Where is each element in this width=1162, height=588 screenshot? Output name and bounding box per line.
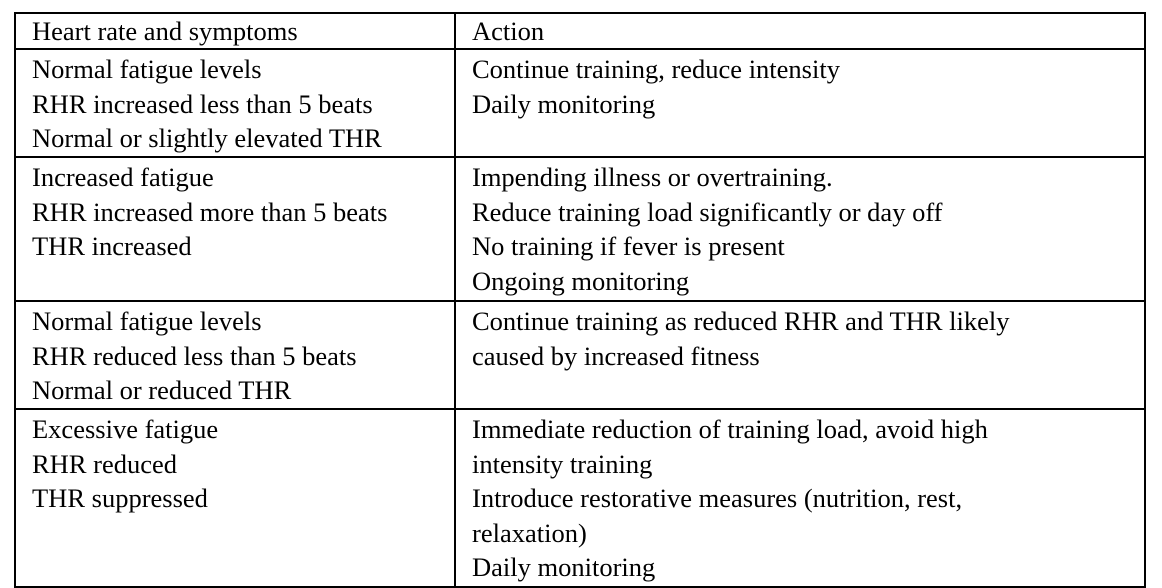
symptom-line: RHR increased more than 5 beats — [32, 196, 388, 227]
symptom-line: THR increased — [32, 231, 192, 261]
symptom-line: RHR increased less than 5 beats — [32, 88, 373, 119]
symptom-line: THR suppressed — [32, 483, 208, 513]
symptom-line: Increased fatigue — [32, 162, 214, 192]
header-label: Action — [472, 16, 545, 46]
action-line: caused by increased fitness — [472, 340, 760, 371]
header-heart-rate-and-symptoms — [15, 13, 455, 49]
action-line: Ongoing monitoring — [472, 265, 690, 296]
symptoms-cell — [15, 49, 455, 157]
symptoms-cell — [15, 409, 455, 587]
action-line: Immediate reduction of training load, avoid high — [472, 414, 988, 444]
action-line: Daily monitoring — [472, 552, 656, 582]
table-row — [15, 301, 1145, 409]
action-line: Continue training as reduced RHR and THR likely — [472, 306, 1010, 336]
symptom-line: RHR reduced less than 5 beats — [32, 340, 357, 371]
action-line: Introduce restorative measures (nutrition, rest, — [472, 483, 963, 513]
table-row — [15, 49, 1145, 157]
action-cell — [455, 409, 1145, 587]
table-header-row — [15, 13, 1145, 49]
symptom-line: Normal or reduced THR — [32, 375, 292, 405]
symptoms-cell — [15, 157, 455, 301]
symptom-line: RHR reduced — [32, 448, 177, 479]
action-line: Impending illness or overtraining. — [472, 162, 833, 192]
table-row — [15, 157, 1145, 301]
action-cell — [455, 157, 1145, 301]
header-label: Heart rate and symptoms — [32, 16, 298, 46]
action-cell — [455, 49, 1145, 157]
symptom-line: Normal or slightly elevated THR — [32, 123, 382, 153]
action-line: Daily monitoring — [472, 88, 656, 119]
action-line: No training if fever is present — [472, 231, 785, 261]
symptoms-cell — [15, 301, 455, 409]
action-line: intensity training — [472, 448, 653, 479]
symptom-line: Normal fatigue levels — [32, 306, 262, 336]
action-cell — [455, 301, 1145, 409]
action-line: relaxation) — [472, 517, 587, 548]
action-line: Reduce training load significantly or day off — [472, 196, 943, 227]
table-row — [15, 409, 1145, 587]
heart-rate-action-table — [14, 12, 1146, 588]
symptom-line: Normal fatigue levels — [32, 54, 262, 84]
header-action — [455, 13, 1145, 49]
action-line: Continue training, reduce intensity — [472, 54, 840, 84]
symptom-line: Excessive fatigue — [32, 414, 219, 444]
